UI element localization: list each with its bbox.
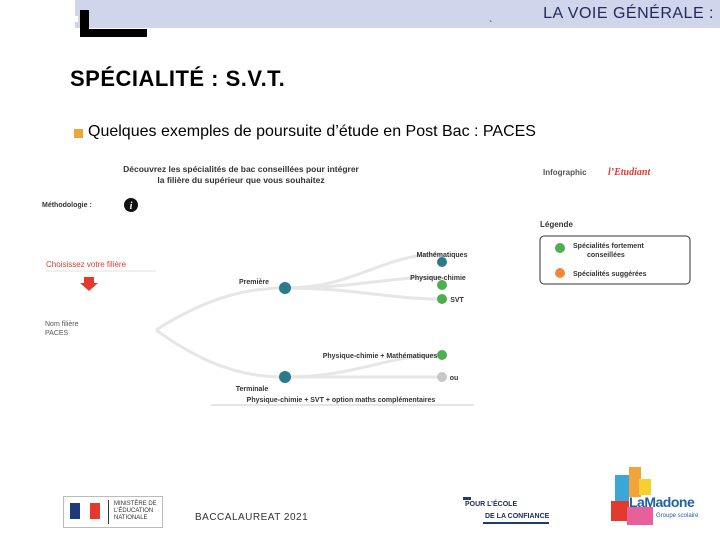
logo-mark-notch <box>72 16 78 22</box>
ecole-confiance-logo <box>463 497 553 525</box>
infographic <box>36 150 696 412</box>
terminale-combo1-node[interactable] <box>437 350 447 360</box>
header-title: LA VOIE GÉNÉRALE : <box>543 5 714 22</box>
premiere-item-pc: Physique-chimie <box>410 275 466 282</box>
page-title: SPÉCIALITÉ : S.V.T. <box>70 66 286 91</box>
branch-root-premiere <box>156 288 285 330</box>
filiere-value: PACES <box>45 330 69 337</box>
ecole-logo-bar <box>463 497 471 500</box>
legend-recommended-line2: conseillées <box>587 252 625 259</box>
premiere-item-svt: SVT <box>450 297 464 304</box>
down-arrow-icon <box>80 277 98 291</box>
madone-sub: Groupe scolaire <box>656 513 699 519</box>
premiere-node[interactable] <box>279 282 291 294</box>
premiere-label: Première <box>239 279 269 286</box>
ministry-text: MINISTÈRE DE L’ÉDUCATION NATIONALE <box>114 501 157 521</box>
bullet-icon <box>74 129 83 138</box>
filiere-name: Nom filière <box>45 321 79 328</box>
infographic-badge-brand: l’Etudiant <box>608 167 651 178</box>
marianne-flag-icon <box>70 503 100 519</box>
legend-suggested-label: Spécialités suggérées <box>573 271 647 278</box>
ministry-logo <box>63 496 163 528</box>
methodology-label: Méthodologie : <box>42 202 92 209</box>
branch-root-terminale <box>156 330 285 377</box>
legend-suggested-swatch <box>555 268 565 278</box>
bullet-text: Quelques exemples de poursuite d’étude en Post Bac : PACES <box>88 123 536 140</box>
terminale-node[interactable] <box>279 371 291 383</box>
lamadone-logo <box>609 465 709 527</box>
logo-mark-base <box>80 29 147 37</box>
infographic-heading-line2: la filière du supérieur que vous souhaitez <box>157 175 325 185</box>
terminale-ou: ou <box>449 375 459 382</box>
terminale-ou-node[interactable] <box>437 372 447 382</box>
info-icon-glyph: i <box>129 201 133 212</box>
legend-recommended-swatch <box>555 243 565 253</box>
infographic-badge-label: Infographic <box>543 168 587 177</box>
terminale-label: Terminale <box>235 386 269 393</box>
ecole-line2: DE LA CONFIANCE <box>485 513 550 520</box>
madone-brand: LaMadone <box>629 494 695 510</box>
ecole-underline <box>483 522 549 524</box>
premiere-item-maths: Mathématiques <box>416 252 468 259</box>
legend-recommended-line1: Spécialités fortement <box>573 243 644 250</box>
footer-bac-text: BACCALAUREAT 2021 <box>195 512 309 523</box>
header-mark: ` <box>489 20 493 31</box>
choose-label: Choisissez votre filière <box>46 260 127 269</box>
ecole-line1: POUR L’ÉCOLE <box>465 501 518 508</box>
terminale-combo1: Physique-chimie + Mathématiques <box>322 353 438 360</box>
terminale-combo2: Physique-chimie + SVT + option maths complémentaires <box>246 397 436 404</box>
ministry-separator <box>108 500 109 524</box>
infographic-heading-line1: Découvrez les spécialités de bac conseillées pour intégrer <box>123 164 359 174</box>
legend-title: Légende <box>540 220 573 229</box>
premiere-item-svt-node[interactable] <box>437 294 447 304</box>
branch-premiere-svt <box>285 288 442 299</box>
